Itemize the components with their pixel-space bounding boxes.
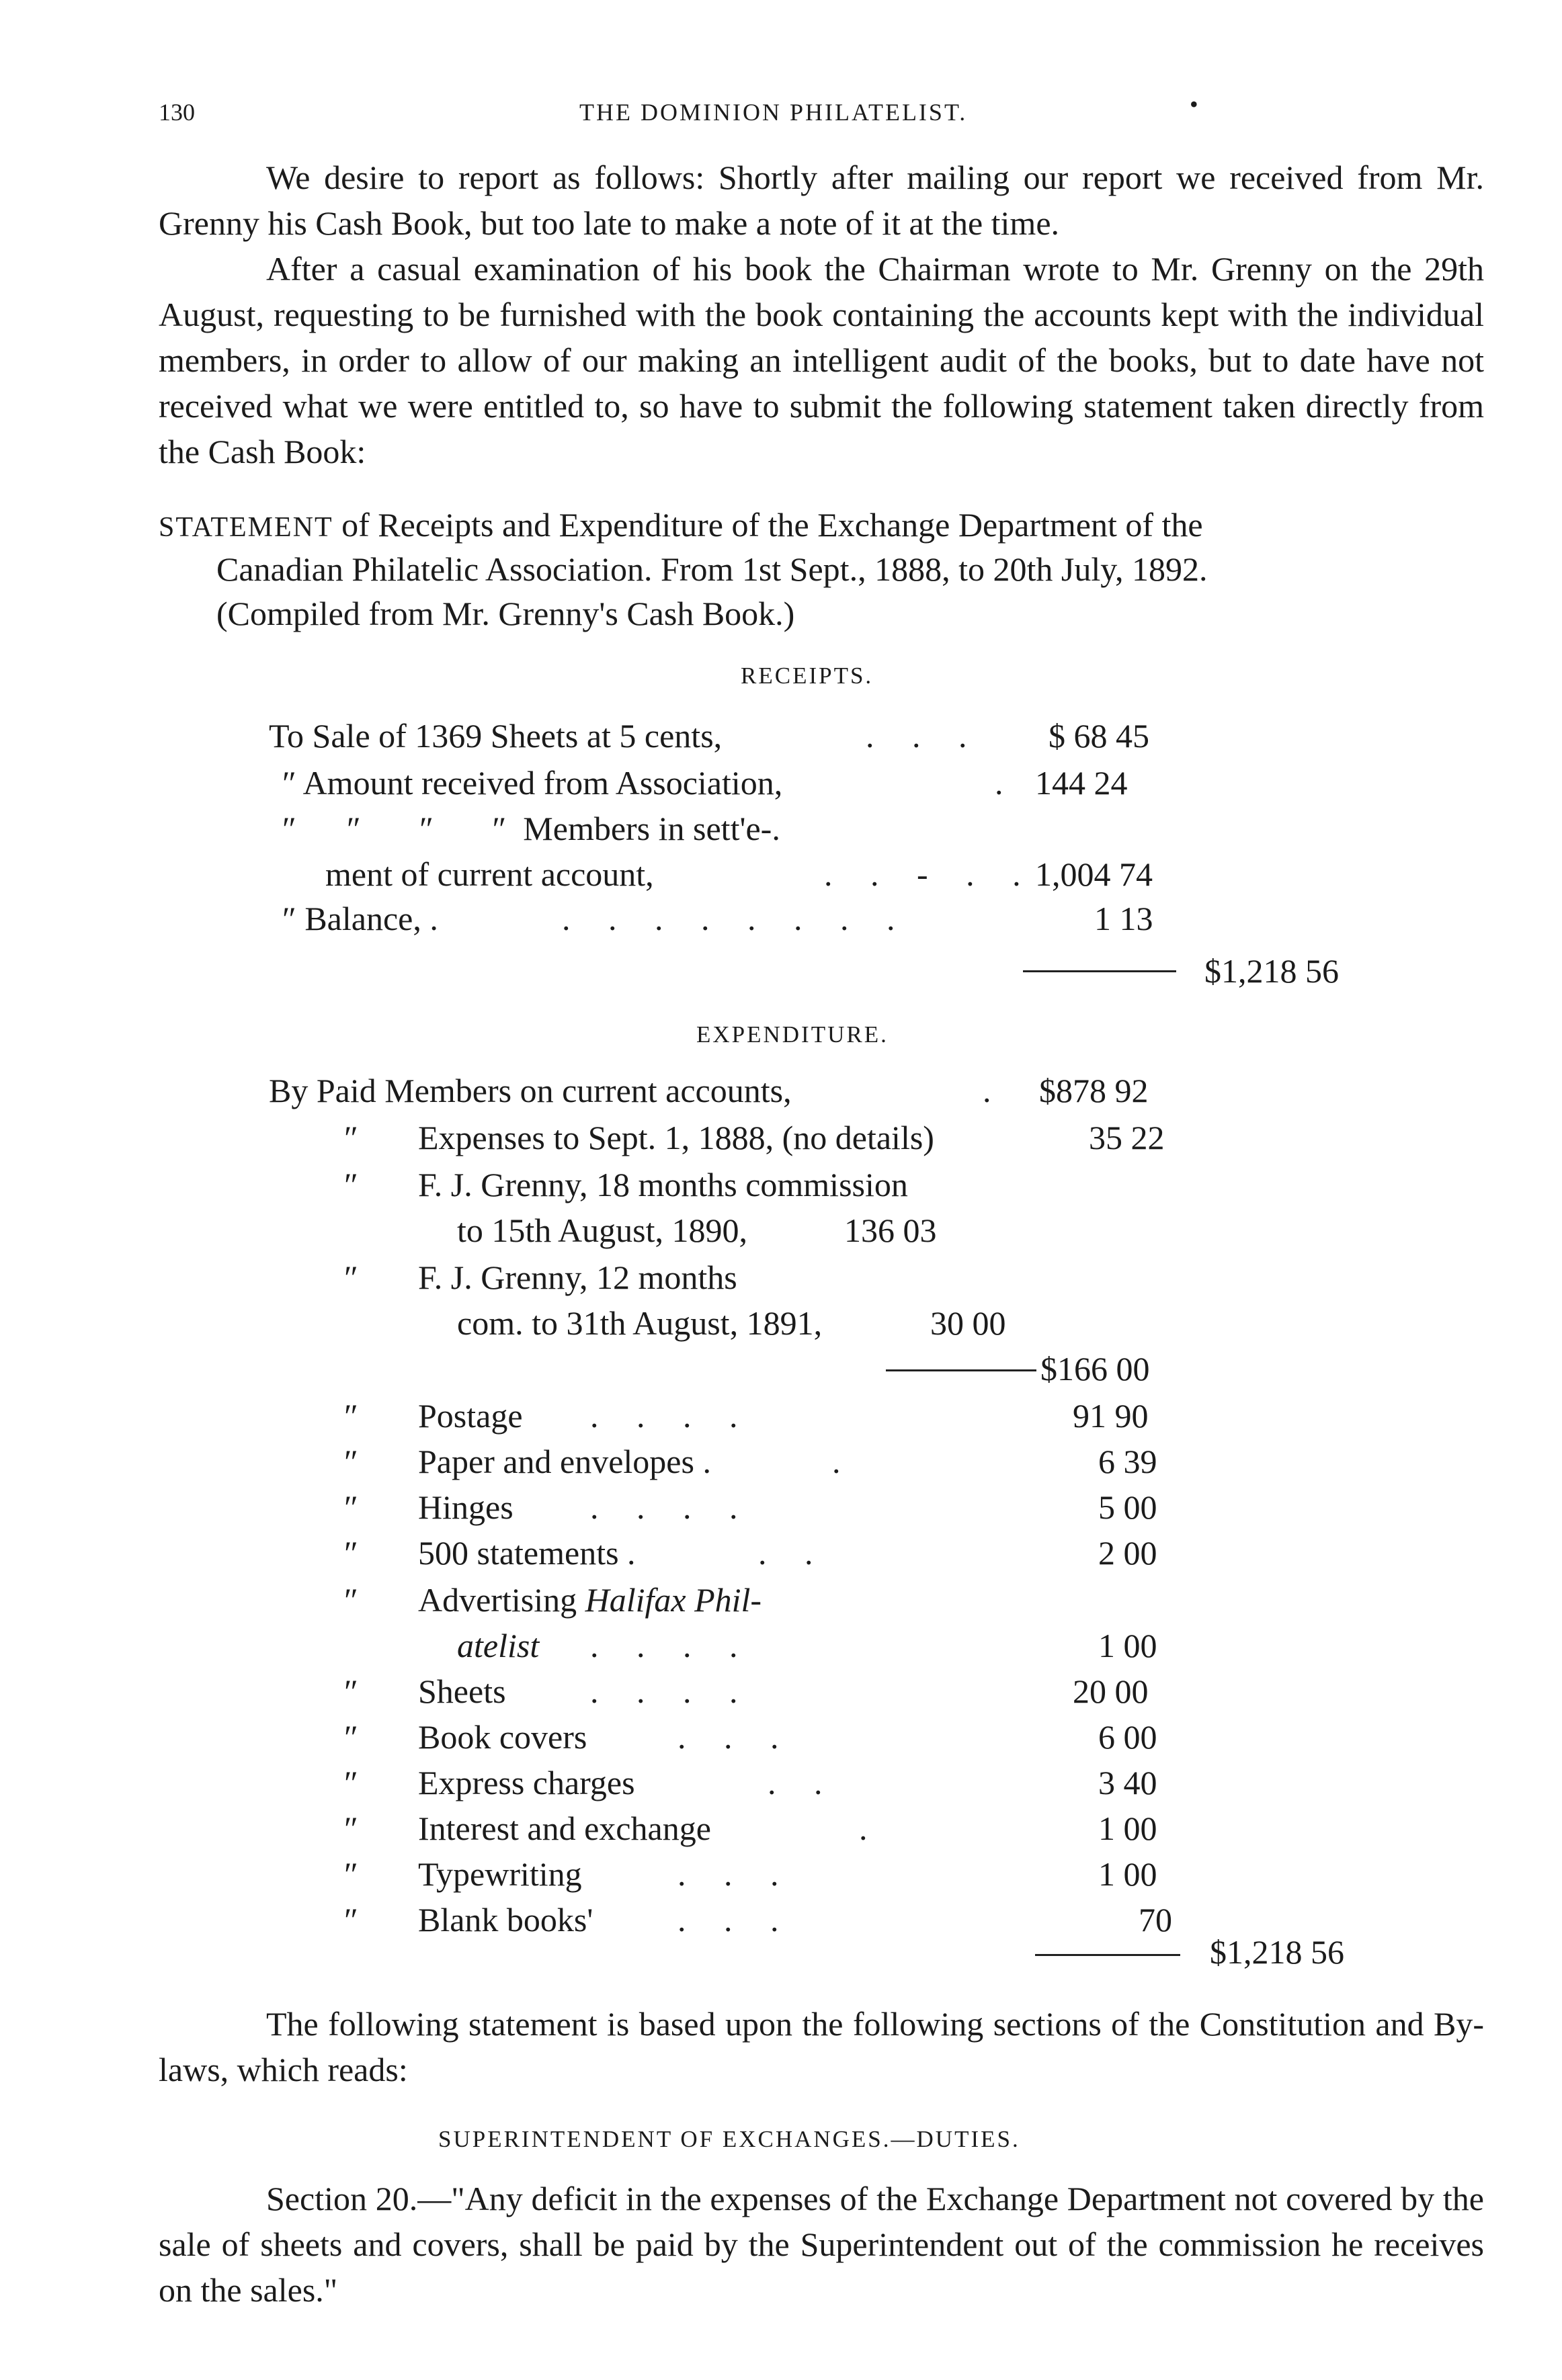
expense-item-amount: 70 — [1139, 1901, 1172, 1939]
intro-paragraph-1: We desire to report as follows: Shortly after mailing our report we received from Mr. Grenny his Cash Book, but too late to make a note of it at the time. — [159, 159, 1484, 242]
ditto-mark: ″ — [344, 1534, 358, 1572]
stray-mark: • — [1190, 91, 1198, 118]
expense-item-leader: . . . . — [590, 1397, 753, 1435]
receipt-row-leader: . — [995, 764, 1003, 802]
expense-item-amount: 2 00 — [1098, 1534, 1157, 1572]
statement-line-3: (Compiled from Mr. Grenny's Cash Book.) — [216, 595, 795, 632]
expense-item-amount: 20 00 — [1073, 1672, 1149, 1710]
ditto-mark: ″ — [344, 1581, 358, 1619]
expense-item-label: Interest and exchange — [418, 1810, 711, 1847]
expenditure-heading: EXPENDITURE. — [696, 1021, 889, 1048]
running-title: THE DOMINION PHILATELIST. — [579, 99, 968, 126]
expense-item-label: Paper and envelopes . — [418, 1443, 711, 1480]
expense-item-leader: . . — [768, 1764, 837, 1801]
receipt-row-label: ″ ″ ″ ″ Members in sett'e-. — [282, 810, 780, 847]
intro-paragraph-2: After a casual examination of his book the Chairman wrote to Mr. Grenny on the 29th August, requesting to be furnished with the book containing the accounts kept with the individual members, in order to allow of our making an intelligent audit of the books, but to date have not received what we were entitled to, so have to submit the following statement taken directly from the Cash Book: — [159, 250, 1484, 470]
page-number: 130 — [159, 99, 195, 126]
ditto-mark: ″ — [344, 1672, 358, 1710]
receipts-heading: RECEIPTS. — [741, 663, 874, 689]
ditto-mark: ″ — [344, 1166, 358, 1203]
expense-item-leader: . . . . — [590, 1488, 753, 1526]
expense-item-label: Sheets — [418, 1672, 506, 1710]
expense-item-leader: . . . — [677, 1718, 794, 1756]
receipt-row-amount: 1,004 74 — [1035, 855, 1153, 893]
grenny-commission-1-line-1: F. J. Grenny, 18 months commission — [418, 1166, 908, 1203]
statement-line-1 — [159, 505, 1203, 544]
receipt-row-amount: 144 24 — [1035, 764, 1128, 802]
advertising-prefix: Advertising — [418, 1581, 585, 1619]
receipt-row-leader: . . . . . . . . — [562, 900, 910, 937]
ditto-mark: ″ — [344, 1810, 358, 1847]
closing-heading: SUPERINTENDENT OF EXCHANGES.—DUTIES. — [438, 2126, 1020, 2152]
expense-item-amount: 6 00 — [1098, 1718, 1157, 1756]
intro-text — [159, 155, 1484, 474]
ditto-mark: ″ — [344, 1718, 358, 1756]
expense-item-leader: . . . — [677, 1855, 794, 1893]
closing-paragraph-1: The following statement is based upon the following sections of the Constitution and By-laws, which reads: — [159, 2005, 1484, 2088]
ditto-mark: ″ — [344, 1901, 358, 1939]
expenditure-row-amount: 35 22 — [1089, 1119, 1165, 1156]
advertising-publication: Halifax Phil- — [585, 1581, 762, 1619]
receipt-row-label: To Sale of 1369 Sheets at 5 cents, — [269, 717, 723, 755]
advertising-publication-cont: atelist — [457, 1627, 540, 1664]
expense-item-amount: 5 00 — [1098, 1488, 1157, 1526]
expense-item-label: Express charges — [418, 1764, 635, 1801]
expenditure-total: $1,218 56 — [1210, 1933, 1344, 1971]
expense-item-amount: 1 00 — [1098, 1855, 1157, 1893]
receipts-total: $1,218 56 — [1204, 952, 1339, 990]
statement-line-2: Canadian Philatelic Association. From 1st Sept., 1888, to 20th July, 1892. — [216, 550, 1208, 588]
expense-item-label: Book covers — [418, 1718, 587, 1756]
expense-item-leader: . — [832, 1443, 841, 1480]
grenny-commission-2-line-2: com. to 31th August, 1891, — [457, 1304, 823, 1342]
expense-item-label: Typewriting — [418, 1855, 582, 1893]
grenny-subtotal: $166 00 — [1040, 1350, 1150, 1388]
ditto-mark: ″ — [344, 1259, 358, 1296]
ditto-mark: ″ — [344, 1443, 358, 1480]
receipt-row-leader: . . - . . — [824, 855, 1036, 893]
expense-item-label: Postage — [418, 1397, 523, 1435]
receipt-row-amount: $ 68 45 — [1049, 717, 1149, 755]
receipt-row-label: ″ Amount received from Association, — [282, 764, 783, 802]
receipt-row-amount: 1 13 — [1094, 900, 1153, 937]
expense-item-amount: 6 39 — [1098, 1443, 1157, 1480]
grenny-commission-1-amount: 136 03 — [844, 1212, 937, 1249]
expense-item-label: Blank books' — [418, 1901, 593, 1939]
ditto-mark: ″ — [344, 1764, 358, 1801]
ditto-mark: ″ — [344, 1397, 358, 1435]
grenny-commission-2-amount: 30 00 — [930, 1304, 1006, 1342]
grenny-subtotal-rule — [886, 1369, 1036, 1371]
expense-item-leader: . . . . — [590, 1672, 753, 1710]
receipt-row-leader: . . . — [866, 717, 982, 755]
expense-item-label: 500 statements . — [418, 1534, 636, 1572]
expenditure-row-label: By Paid Members on current accounts, — [269, 1072, 792, 1109]
ditto-mark: ″ — [344, 1119, 358, 1156]
advertising-line-1 — [418, 1580, 762, 1619]
expense-item-leader: . . . — [677, 1901, 794, 1939]
grenny-commission-2-line-1: F. J. Grenny, 12 months — [418, 1259, 737, 1296]
expense-item-amount: 91 90 — [1073, 1397, 1149, 1435]
receipt-row-label: ment of current account, — [325, 855, 654, 893]
grenny-commission-1-line-2: to 15th August, 1890, — [457, 1212, 747, 1249]
expense-item-label: Hinges — [418, 1488, 513, 1526]
receipts-rule — [1023, 970, 1176, 972]
ditto-mark: ″ — [344, 1488, 358, 1526]
expense-item-amount: 1 00 — [1098, 1810, 1157, 1847]
ditto-mark: ″ — [344, 1855, 358, 1893]
receipt-row-label: ″ Balance, . — [282, 900, 438, 937]
advertising-line-2 — [457, 1626, 539, 1665]
expense-item-leader: . — [859, 1810, 868, 1847]
expense-item-leader: . . . . — [590, 1627, 753, 1664]
statement-line-1-rest: of Receipts and Expenditure of the Exchange Department of the — [333, 506, 1203, 544]
section-20-paragraph: Section 20.—"Any deficit in the expenses of the Exchange Department not covered by the sale of sheets and covers, shall be paid by the Superintendent out of the commission he receives on the sales." — [159, 2180, 1484, 2309]
expense-item-amount: 3 40 — [1098, 1764, 1157, 1801]
statement-lead: STATEMENT — [159, 512, 333, 543]
section-text — [159, 2176, 1484, 2313]
expenditure-row-leader: . — [983, 1072, 991, 1109]
expense-item-leader: . . — [758, 1534, 828, 1572]
expenditure-rule — [1035, 1954, 1180, 1956]
expenditure-row-label: Expenses to Sept. 1, 1888, (no details) — [418, 1119, 934, 1156]
expenditure-row-amount: $878 92 — [1039, 1072, 1149, 1109]
closing-text — [159, 2001, 1484, 2092]
expense-item-amount: 1 00 — [1098, 1627, 1157, 1664]
